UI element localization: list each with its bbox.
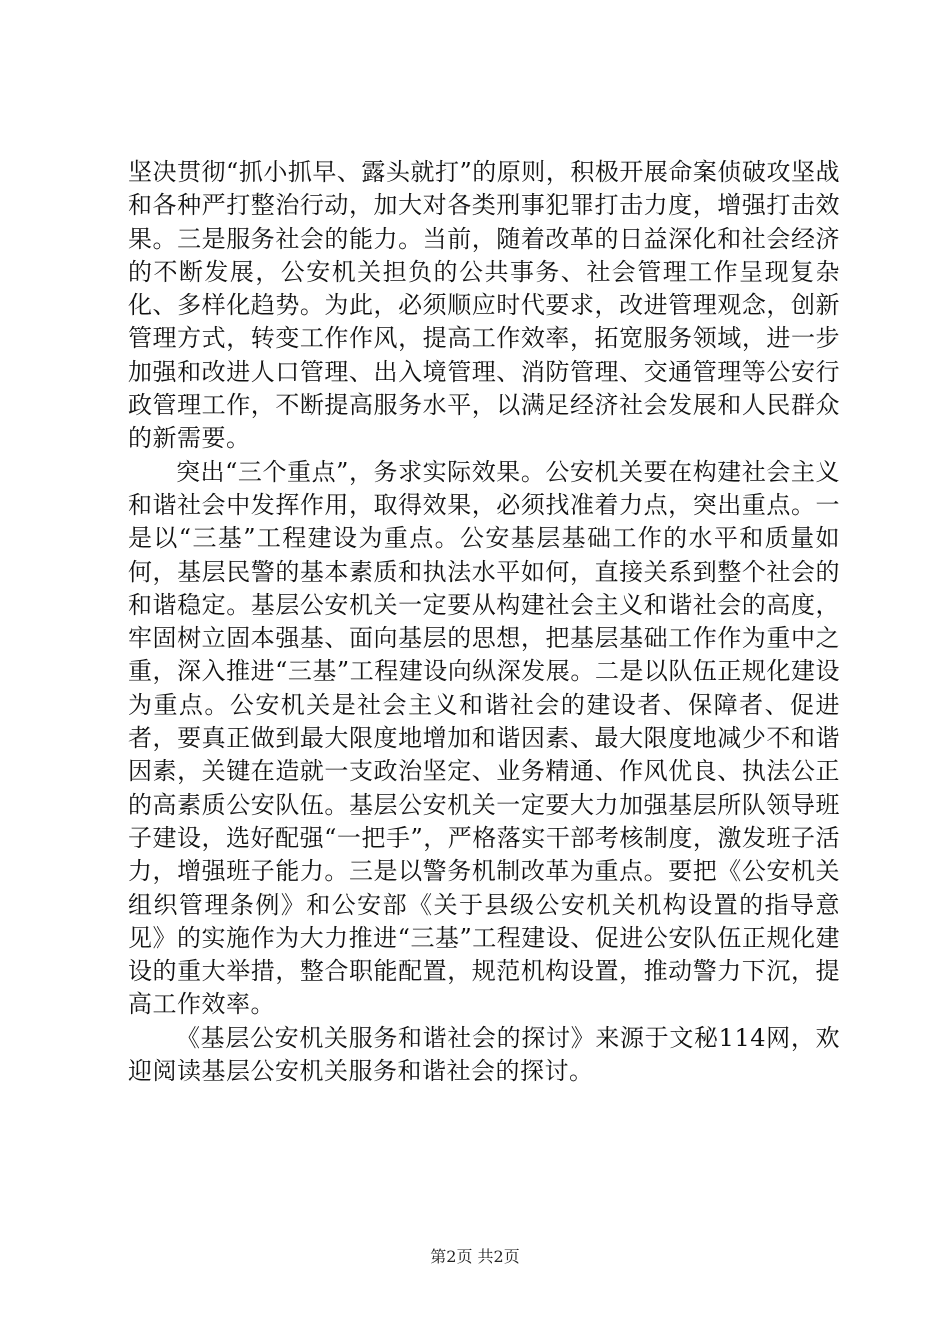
page-number-footer: 第2页 共2页 [430, 1247, 520, 1266]
body-paragraph-1: 坚决贯彻“抓小抓早、露头就打”的原则，积极开展命案侦破攻坚战和各种严打整治行动，加大对各类刑事犯罪打击力度，增强打击效果。三是服务社会的能力。当前，随着改革的日益深化和社会经济的不断发展，公安机关担负的公共事务、社会管理工作呈现复杂化、多样化趋势。为此，必须顺应时代要求，改进管理观念，创新管理方式，转变工作作风，提高工作效率，拓宽服务领域，进一步加强和改进人口管理、出入境管理、消防管理、交通管理等公安行政管理工作，不断提高服务水平，以满足经济社会发展和人民群众的新需要。 [128, 158, 840, 453]
body-paragraph-2: 突出“三个重点”，务求实际效果。公安机关要在构建社会主义和谐社会中发挥作用，取得效果，必须找准着力点，突出重点。一是以“三基”工程建设为重点。公安基层基础工作的水平和质量如何，基层民警的基本素质和执法水平如何，直接关系到整个社会的和谐稳定。基层公安机关一定要从构建社会主义和谐社会的高度，牢固树立固本强基、面向基层的思想，把基层基础工作作为重中之重，深入推进“三基”工程建设向纵深发展。二是以队伍正规化建设为重点。公安机关是社会主义和谐社会的建设者、保障者、促进者，要真正做到最大限度地增加和谐因素、最大限度地减少不和谐因素，关键在造就一支政治坚定、业务精通、作风优良、执法公正的高素质公安队伍。基层公安机关一定要大力加强基层所队领导班子建设，选好配强“一把手”，严格落实干部考核制度，激发班子活力，增强班子能力。三是以警务机制改革为重点。要把《公安机关组织管理条例》和公安部《关于县级公安机关机构设置的指导意见》的实施作为大力推进“三基”工程建设、促进公安队伍正规化建设的重大举措，整合职能配置，规范机构设置，推动警力下沉，提高工作效率。 [128, 457, 840, 1019]
body-paragraph-3: 《基层公安机关服务和谐社会的探讨》来源于文秘114网，欢迎阅读基层公安机关服务和谐社会的探讨。 [128, 1023, 840, 1086]
document-body [128, 156, 840, 1088]
